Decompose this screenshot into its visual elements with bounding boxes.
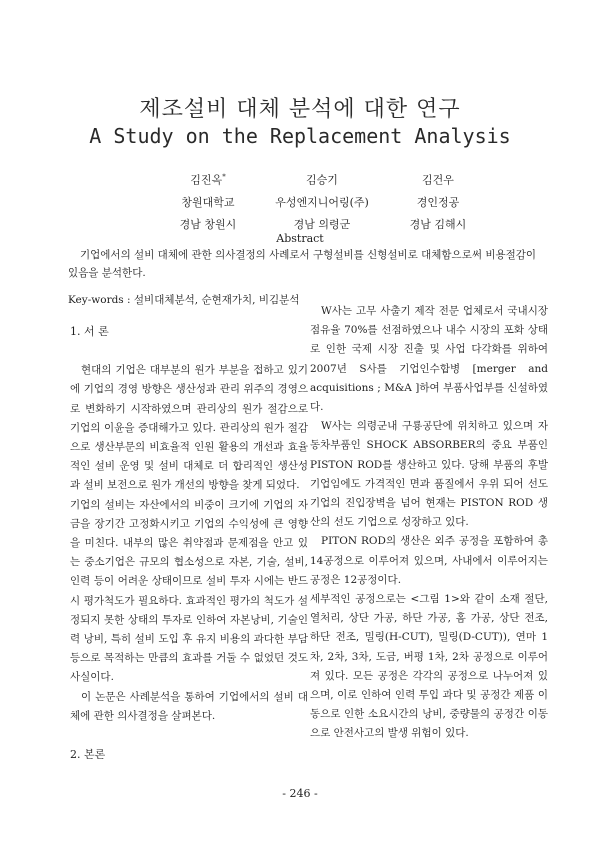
author-affiliation: 우성엔지니어링(주) <box>275 195 369 209</box>
author-name: 김진옥 <box>190 173 223 187</box>
paragraph: 현대의 기업은 대부분의 원가 부분을 접하고 있기에 기업의 경영 방향은 생산성과 관리 위주의 경영으로 변화하기 시작하였으며 관리상의 원가 절감으로 기업의 이윤을 증대해가고 있다. 관리상의 원가 절감으로 생산부문의 비효율적 인원 활용의 개선과 효율적인 설비 운영 및 설비 대체로 더 합리적인 생산성과 설비 보전으로 원가 개선의 방향을 찾게 되었다. <box>70 364 308 492</box>
paragraph: 세부적인 공정으로는 <그림 1>와 같이 소재 절단, 열처리, 상단 가공, 하단 가공, 홈 가공, 상단 전조, 하단 전조, 밀링(H-CUT), 밀링(D-CUT)), 연마 1차, 2차, 3차, 도금, 버평 1차, 2차 공정으로 이루어져 있다. 모든 공정은 각각의 공정으로 나누어져 있으며, 이로 인하여 인력 투입 과다 및 공정간 제품 이동으로 인한 소요시간의 낭비, 중량물의 공정간 이동으로 안전사고의 발생 위험이 있다. <box>310 593 548 740</box>
keywords: Key-words : 설비대체분석, 순현재가치, 비김분석 <box>68 294 300 306</box>
page-number: - 246 - <box>282 787 318 800</box>
paragraph: W사는 고무 사출기 제작 전문 업체로서 국내시장 점유율 70%를 선점하였으나 내수 시장의 포화 상태로 인한 국제 시장 진출 및 사업 다각화를 위하여 2007년 S사를 기업인수합병 [merger and acquisitions ; M&A ]하여 부품사업부를 신설하였다. <box>310 305 548 414</box>
spacer <box>70 341 308 361</box>
abstract-body: 기업에서의 설비 대체에 관한 의사결정의 사례로서 구형설비를 신형설비로 대체함으로써 비용절감이 있음을 분석한다. <box>68 249 537 279</box>
author-affiliation: 창원대학교 <box>181 195 235 209</box>
section-heading-body: 2. 본론 <box>70 748 106 762</box>
author-name: 김건우 <box>422 173 454 187</box>
spacer <box>70 726 308 745</box>
author-mark: * <box>222 173 226 181</box>
right-column <box>310 302 548 744</box>
paragraph: PITON ROD의 생산은 외주 공정을 포함하여 총 14공정으로 이루어져 있으며, 사내에서 이루어지는 공정은 12공정이다. <box>310 535 548 586</box>
abstract-heading: Abstract <box>276 232 324 245</box>
paragraph: 기업의 설비는 자산에서의 비중이 크기에 기업의 자금을 장기간 고정화시키고 기업의 수익성에 큰 영향을 미친다. 내부의 많은 취약점과 문제점을 안고 있는 중소기업은 규모의 협소성으로 자본, 기술, 설비, 인력 등이 어려운 상태이므로 설비 투자 시에는 반드시 평가척도가 필요하다. 효과적인 평가의 척도가 설정되지 못한 상태의 투자로 인하여 자본낭비, 기술인력 낭비, 특히 설비 도입 후 유지 비용의 과다한 부담 등으로 목적하는 만큼의 효과를 거둘 수 없었던 것도 사실이다. <box>70 498 308 684</box>
left-column <box>70 322 308 764</box>
section-heading-introduction: 1. 서 론 <box>70 325 109 338</box>
author-affiliation: 경인정공 <box>416 195 460 209</box>
author-location: 경남 김해시 <box>409 217 467 231</box>
author-name: 김승기 <box>306 173 338 187</box>
paragraph: W사는 의령군내 구룡공단에 위치하고 있으며 자동차부품인 SHOCK ABSORBER의 중요 부품인 PISTON ROD를 생산하고 있다. 당해 부품의 후발 기업임에도 가격적인 면과 품질에서 우위 되어 선도 기업의 진입장벽을 넘어 현재는 PISTON ROD 생산의 선도 기업으로 성장하고 있다. <box>310 420 548 529</box>
author-location: 경남 의령군 <box>293 217 351 231</box>
title-english: A Study on the Replacement Analysis <box>89 124 511 148</box>
title-korean: 제조설비 대체 분석에 대한 연구 <box>139 97 461 122</box>
author-location: 경남 창원시 <box>179 217 237 231</box>
paragraph: 이 논문은 사례분석을 통하여 기업에서의 설비 대체에 관한 의사결정을 살펴본다. <box>70 690 308 722</box>
author-3 <box>363 166 513 236</box>
